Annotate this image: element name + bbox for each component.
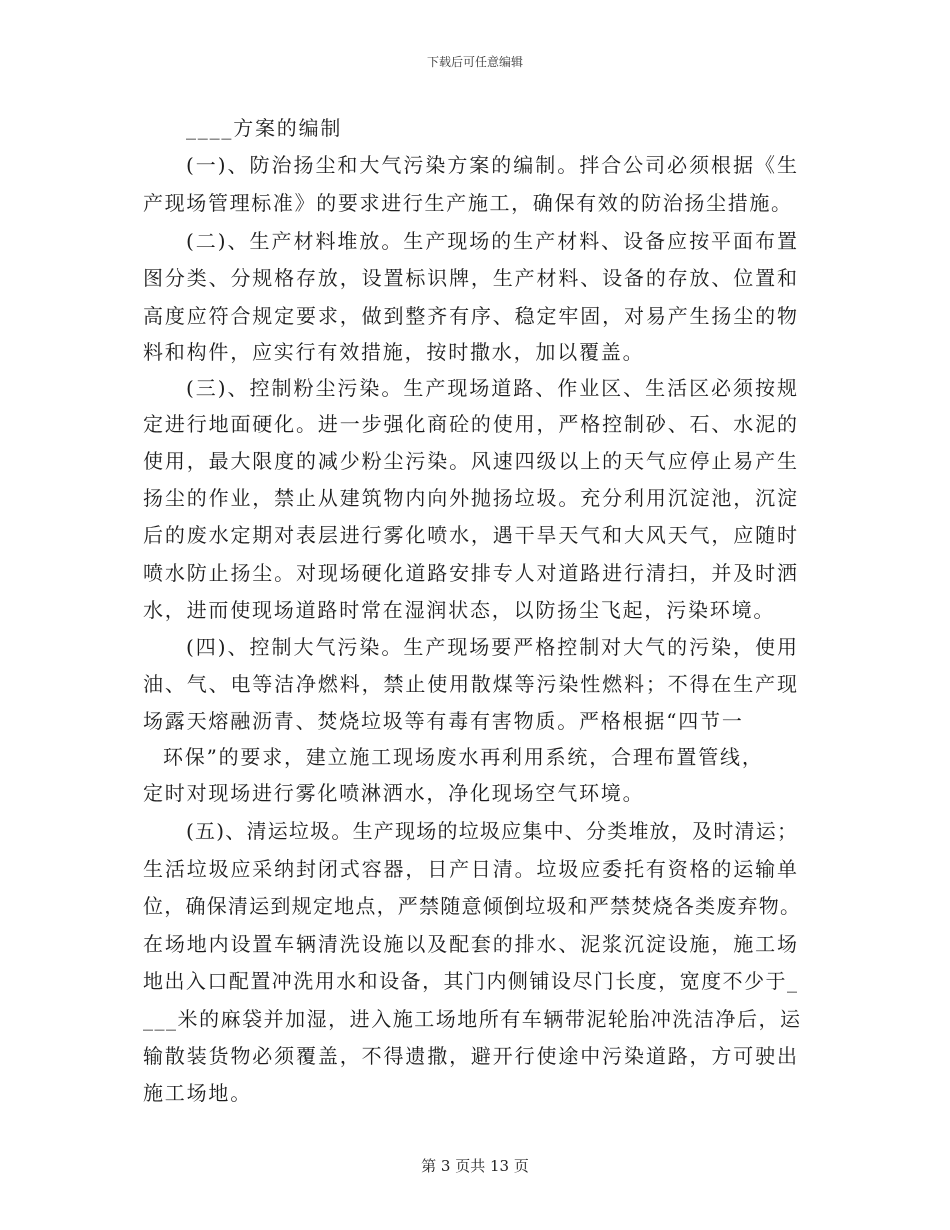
section-heading: ____方案的编制 <box>186 116 343 140</box>
text-line: 在场地内设置车辆清洗设施以及配套的排水、泥浆沉淀设施，施工场 <box>143 932 799 956</box>
text-line: 施工场地。 <box>143 1081 252 1105</box>
text-line: 定时对现场进行雾化喷淋洒水，净化现场空气环境。 <box>143 781 645 805</box>
text-line: (一)、防治扬尘和大气污染方案的编制。拌合公司必须根据《生 <box>186 153 799 177</box>
text-line: 环保”的要求，建立施工现场废水再利用系统，合理布置管线， <box>163 745 764 769</box>
text-line: 后的废水定期对表层进行雾化喷水，遇干旱天气和大风天气，应随时 <box>143 523 799 547</box>
text-line: 水，进而使现场道路时常在湿润状态，以防扬尘飞起，污染环境。 <box>143 598 776 622</box>
text-line: 使用，最大限度的减少粉尘污染。风速四级以上的天气应停止易产生 <box>143 449 799 473</box>
text-line: ___米的麻袋并加湿，进入施工场地所有车辆带泥轮胎冲洗洁净后，运 <box>143 1007 802 1031</box>
text-line: 图分类、分规格存放，设置标识牌，生产材料、设备的存放、位置和 <box>143 266 799 290</box>
text-line: (四)、控制大气污染。生产现场要严格控制对大气的污染，使用 <box>186 635 799 659</box>
text-line: 生活垃圾应采纳封闭式容器，日产日清。垃圾应委托有资格的运输单 <box>143 857 799 881</box>
page-header: 下载后可任意编辑 <box>426 55 523 69</box>
text-line: 位，确保清运到规定地点，严禁随意倾倒垃圾和严禁焚烧各类废弃物。 <box>143 894 802 918</box>
text-line: (二)、生产材料堆放。生产现场的生产材料、设备应按平面布置 <box>186 229 799 253</box>
text-line: 高度应符合规定要求，做到整齐有序、稳定牢固，对易产生扬尘的物 <box>143 304 799 328</box>
text-line: 扬尘的作业，禁止从建筑物内向外抛扬垃圾。充分利用沉淀池，沉淀 <box>143 486 799 510</box>
text-line: 料和构件，应实行有效措施，按时撒水，加以覆盖。 <box>143 340 645 364</box>
text-line: 场露天熔融沥青、焚烧垃圾等有毒有害物质。严格根据“四节一 <box>143 709 744 733</box>
text-line: 输散装货物必须覆盖，不得遗撒，避开行使途中污染道路，方可驶出 <box>143 1044 799 1068</box>
text-line: 油、气、电等洁净燃料，禁止使用散煤等污染性燃料；不得在生产现 <box>143 672 799 696</box>
text-line: (三)、控制粉尘污染。生产现场道路、作业区、生活区必须按规 <box>186 376 799 400</box>
text-line: 地出入口配置冲洗用水和设备，其门内侧铺设尽门长度，宽度不少于_ <box>143 969 799 993</box>
page-footer: 第 3 页共 13 页 <box>421 1157 529 1175</box>
text-line: 产现场管理标准》的要求进行生产施工，确保有效的防治扬尘措施。 <box>143 191 793 215</box>
text-line: 定进行地面硬化。进一步强化商砼的使用，严格控制砂、石、水泥的 <box>143 412 799 436</box>
text-line: (五)、清运垃圾。生产现场的垃圾应集中、分类堆放，及时清运； <box>186 819 799 843</box>
text-line: 喷水防止扬尘。对现场硬化道路安排专人对道路进行清扫，并及时洒 <box>143 561 799 585</box>
